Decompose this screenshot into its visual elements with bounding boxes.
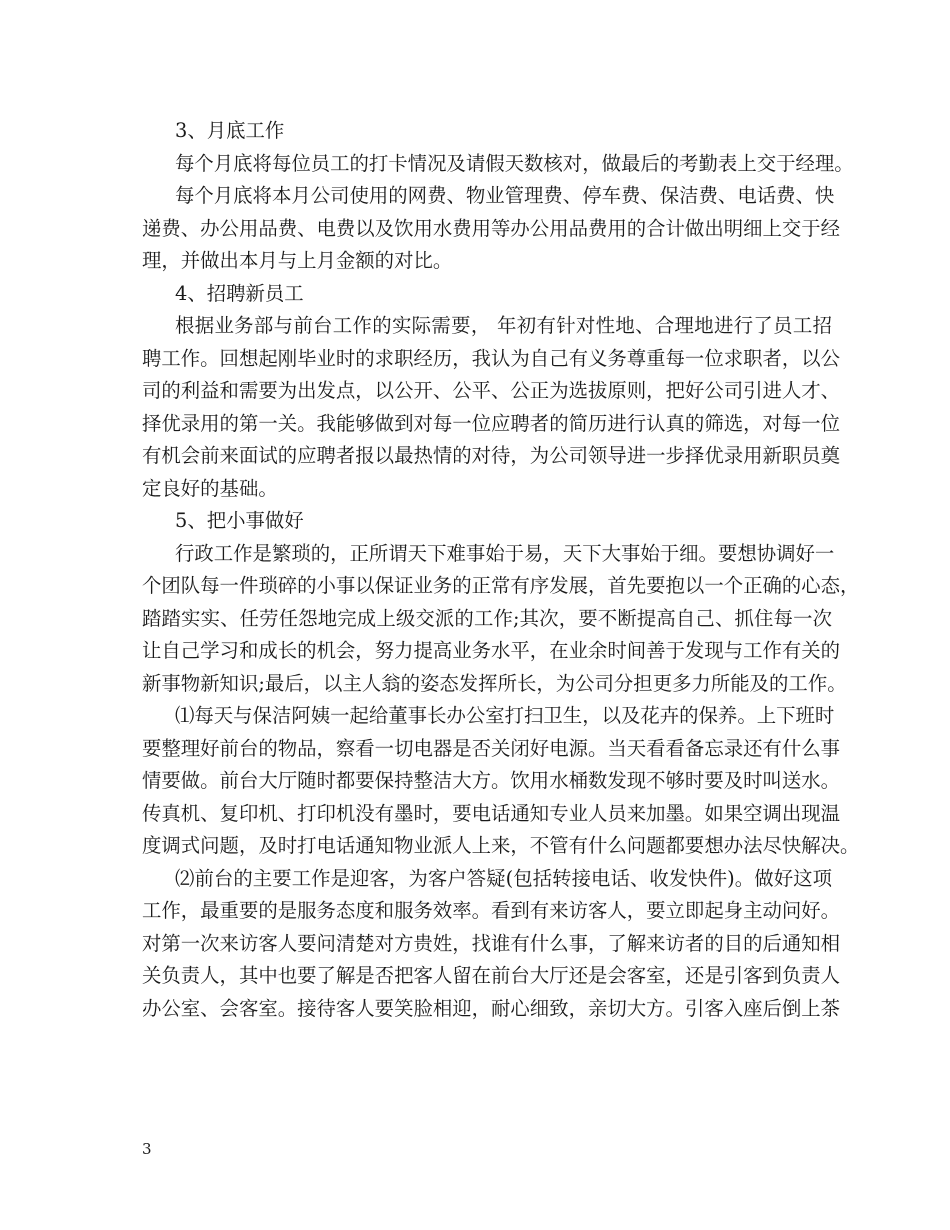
text-line: 踏踏实实、任劳任怨地完成上级交派的工作;其次，要不断提高自己、抓住每一次 bbox=[142, 606, 832, 630]
document-body bbox=[142, 115, 860, 1025]
text-line: 3、月底工作 bbox=[175, 119, 285, 142]
text-line: 行政工作是繁琐的，正所谓天下难事始于易，天下大事始于细。要想协调好一 bbox=[175, 541, 835, 565]
text-line: 传真机、复印机、打印机没有墨时，要电话通知专业人员来加墨。如果空调出现温 bbox=[142, 801, 841, 825]
text-line: 司的利益和需要为出发点，以公开、公平、公正为选拔原则，把好公司引进人才、 bbox=[142, 379, 841, 402]
text-line: 4、招聘新员工 bbox=[175, 281, 304, 305]
text-line: 办公室、会客室。接待客人要笑脸相迎，耐心细致，亲切大方。引客入座后倒上茶 bbox=[142, 996, 841, 1020]
text-line: 要整理好前台的物品，察看一切电器是否关闭好电源。当天看看备忘录还有什么事 bbox=[142, 736, 841, 760]
text-line: 让自己学习和成长的机会，努力提高业务水平，在业余时间善于发现与工作有关的 bbox=[142, 639, 841, 662]
text-line: 5、把小事做好 bbox=[175, 509, 304, 532]
text-line: 度调式问题，及时打电话通知物业派人上来，不管有什么问题都要想办法尽快解决。 bbox=[142, 834, 860, 857]
text-line: 关负责人，其中也要了解是否把客人留在前台大厅还是会客室，还是引客到负责人 bbox=[142, 964, 841, 987]
text-line: 对第一次来访客人要问清楚对方贵姓，找谁有什么事，了解来访者的目的后通知相 bbox=[142, 931, 841, 955]
text-line: 个团队每一件琐碎的小事以保证业务的正常有序发展，首先要抱以一个正确的心态， bbox=[142, 574, 860, 597]
text-line: 聘工作。回想起刚毕业时的求职经历，我认为自己有义务尊重每一位求职者，以公 bbox=[142, 346, 841, 370]
text-line: 工作，最重要的是服务态度和服务效率。看到有来访客人，要立即起身主动问好。 bbox=[142, 899, 841, 922]
text-line: ⑵前台的主要工作是迎客，为客户答疑(包括转接电话、收发快件)。做好这项 bbox=[175, 866, 832, 890]
text-line: 有机会前来面试的应聘者报以最热情的对待，为公司领导进一步择优录用新职员奠 bbox=[142, 444, 841, 467]
text-line: 理，并做出本月与上月金额的对比。 bbox=[142, 249, 453, 272]
text-line: 定良好的基础。 bbox=[142, 476, 278, 500]
page-number: 3 bbox=[142, 1140, 152, 1158]
text-line: 每个月底将每位员工的打卡情况及请假天数核对，做最后的考勤表上交于经理。 bbox=[175, 151, 854, 175]
text-line: 择优录用的第一关。我能够做到对每一位应聘者的简历进行认真的筛选，对每一位 bbox=[142, 411, 841, 435]
text-line: ⑴每天与保洁阿姨一起给董事长办公室打扫卫生，以及花卉的保养。上下班时 bbox=[175, 704, 835, 727]
text-line: 递费、办公用品费、电费以及饮用水费用等办公用品费用的合计做出明细上交于经 bbox=[142, 216, 841, 240]
text-line: 新事物新知识;最后，以主人翁的姿态发挥所长，为公司分担更多力所能及的工作。 bbox=[142, 671, 847, 695]
text-line: 根据业务部与前台工作的实际需要， 年初有针对性地、合理地进行了员工招 bbox=[175, 314, 832, 337]
text-line: 每个月底将本月公司使用的网费、物业管理费、停车费、保洁费、电话费、快 bbox=[175, 184, 835, 207]
text-line: 情要做。前台大厅随时都要保持整洁大方。饮用水桶数发现不够时要及时叫送水。 bbox=[142, 769, 841, 792]
